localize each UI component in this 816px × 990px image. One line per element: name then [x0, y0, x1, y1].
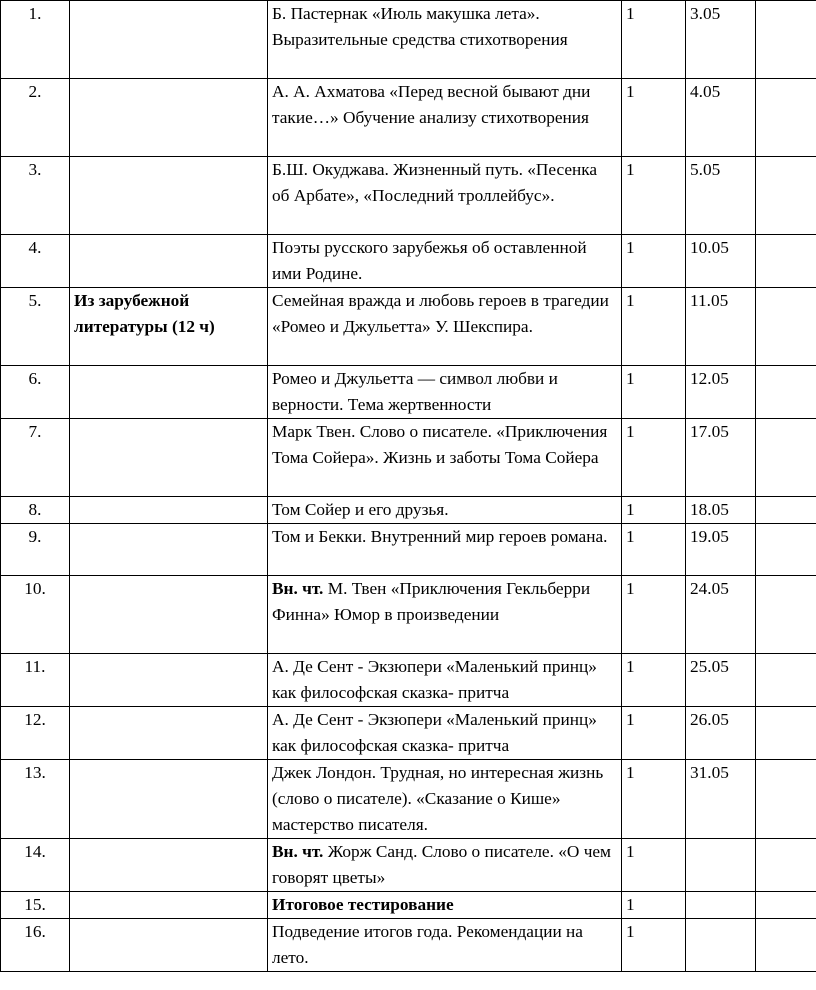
lesson-number: 2.: [1, 79, 70, 157]
table-row: [1, 1, 816, 79]
lesson-date: [686, 839, 756, 892]
lesson-extra-cell: [756, 576, 816, 654]
lesson-topic-text: А. А. Ахматова «Перед весной бывают дни такие…» Обучение анализу стихотворения: [272, 82, 591, 127]
lesson-topic-text: М. Твен «Приключения Гекльберри Финна» Юмор в произведении: [272, 579, 591, 624]
lesson-topic-text: Марк Твен. Слово о писателе. «Приключения Тома Сойера». Жизнь и заботы Тома Сойера: [272, 422, 608, 467]
lesson-number: 15.: [1, 892, 70, 919]
lesson-extra-cell: [756, 235, 816, 288]
lesson-extra-cell: [756, 760, 816, 839]
lesson-topic-lead: Вн. чт.: [272, 579, 324, 598]
lesson-topic-text: Семейная вражда и любовь героев в трагедии «Ромео и Джульетта» У. Шекспира.: [272, 291, 609, 336]
lesson-hours: 1: [622, 235, 686, 288]
lesson-number: 1.: [1, 1, 70, 79]
lesson-topic-text: А. Де Сент - Экзюпери «Маленький принц» как философская сказка- притча: [272, 657, 597, 702]
lesson-number: 6.: [1, 366, 70, 419]
lesson-extra-cell: [756, 892, 816, 919]
lesson-number: 14.: [1, 839, 70, 892]
lesson-topic: [268, 839, 622, 892]
lesson-number: 5.: [1, 288, 70, 366]
table-row: [1, 839, 816, 892]
lesson-hours: 1: [622, 892, 686, 919]
lesson-number: 12.: [1, 707, 70, 760]
lesson-hours: 1: [622, 524, 686, 576]
table-row: [1, 707, 816, 760]
table-row: [1, 524, 816, 576]
lesson-hours: 1: [622, 366, 686, 419]
lesson-extra-cell: [756, 419, 816, 497]
section-title: [70, 497, 268, 524]
lesson-hours: 1: [622, 497, 686, 524]
table-row: [1, 576, 816, 654]
lesson-hours: 1: [622, 419, 686, 497]
lesson-date: 11.05: [686, 288, 756, 366]
table-row: [1, 760, 816, 839]
table-row: [1, 79, 816, 157]
lesson-extra-cell: [756, 1, 816, 79]
lesson-topic: [268, 288, 622, 366]
lesson-hours: 1: [622, 288, 686, 366]
lesson-topic: [268, 419, 622, 497]
section-title: [70, 576, 268, 654]
lesson-hours: 1: [622, 1, 686, 79]
section-title: [70, 839, 268, 892]
lesson-date: 31.05: [686, 760, 756, 839]
lesson-hours: 1: [622, 707, 686, 760]
table-row: [1, 157, 816, 235]
section-title: [70, 892, 268, 919]
lesson-hours: 1: [622, 839, 686, 892]
lesson-topic: [268, 366, 622, 419]
lesson-topic: [268, 235, 622, 288]
section-title: [70, 524, 268, 576]
lesson-date: [686, 919, 756, 972]
lesson-extra-cell: [756, 79, 816, 157]
lesson-topic-text: Ромео и Джульетта — символ любви и верности. Тема жертвенности: [272, 369, 558, 414]
lesson-topic: [268, 919, 622, 972]
lesson-topic: [268, 157, 622, 235]
table-row: [1, 892, 816, 919]
lesson-hours: 1: [622, 760, 686, 839]
lesson-date: 25.05: [686, 654, 756, 707]
lesson-topic: [268, 707, 622, 760]
lesson-extra-cell: [756, 524, 816, 576]
lesson-date: 26.05: [686, 707, 756, 760]
lesson-topic-text: Б.Ш. Окуджава. Жизненный путь. «Песенка об Арбате», «Последний троллейбус».: [272, 160, 598, 205]
lesson-date: 10.05: [686, 235, 756, 288]
section-title: [70, 919, 268, 972]
lesson-topic: [268, 654, 622, 707]
lesson-date: 24.05: [686, 576, 756, 654]
lesson-date: [686, 892, 756, 919]
lesson-number: 13.: [1, 760, 70, 839]
lesson-extra-cell: [756, 707, 816, 760]
lesson-extra-cell: [756, 157, 816, 235]
table-row: [1, 497, 816, 524]
lesson-hours: 1: [622, 576, 686, 654]
lesson-topic-lead: Итоговое тестирование: [272, 895, 454, 914]
lesson-date: 19.05: [686, 524, 756, 576]
lesson-topic: [268, 760, 622, 839]
lesson-extra-cell: [756, 288, 816, 366]
lesson-topic-text: Джек Лондон. Трудная, но интересная жизнь (слово о писателе). «Сказание о Кише» мастерство писателя.: [272, 763, 604, 834]
lesson-extra-cell: [756, 919, 816, 972]
lesson-number: 3.: [1, 157, 70, 235]
table-row: [1, 919, 816, 972]
lesson-date: 18.05: [686, 497, 756, 524]
lesson-date: 17.05: [686, 419, 756, 497]
lesson-topic-text: Том Сойер и его друзья.: [272, 500, 449, 519]
lesson-topic-text: Жорж Санд. Слово о писателе. «О чем говорят цветы»: [272, 842, 611, 887]
section-title: [70, 157, 268, 235]
table-row: [1, 654, 816, 707]
lesson-topic: [268, 892, 622, 919]
table-row: [1, 288, 816, 366]
lesson-date: 5.05: [686, 157, 756, 235]
table-row: [1, 366, 816, 419]
lesson-hours: 1: [622, 79, 686, 157]
section-title: [70, 235, 268, 288]
section-title: [70, 760, 268, 839]
lesson-topic: [268, 497, 622, 524]
lesson-extra-cell: [756, 366, 816, 419]
lesson-date: 3.05: [686, 1, 756, 79]
lesson-topic: [268, 79, 622, 157]
lesson-topic-text: А. Де Сент - Экзюпери «Маленький принц» как философская сказка- притча: [272, 710, 597, 755]
section-title: [70, 1, 268, 79]
lesson-topic-text: Поэты русского зарубежья об оставленной ими Родине.: [272, 238, 587, 283]
lesson-extra-cell: [756, 654, 816, 707]
lesson-extra-cell: [756, 497, 816, 524]
lesson-hours: 1: [622, 157, 686, 235]
lesson-date: 4.05: [686, 79, 756, 157]
lesson-extra-cell: [756, 839, 816, 892]
lesson-topic-text: Том и Бекки. Внутренний мир героев романа.: [272, 527, 608, 546]
section-title: [70, 419, 268, 497]
section-title: [70, 654, 268, 707]
lesson-number: 4.: [1, 235, 70, 288]
lesson-topic-text: Б. Пастернак «Июль макушка лета». Выразительные средства стихотворения: [272, 4, 568, 49]
lesson-topic-lead: Вн. чт.: [272, 842, 324, 861]
lesson-number: 16.: [1, 919, 70, 972]
lesson-topic-text: Подведение итогов года. Рекомендации на лето.: [272, 922, 583, 967]
lesson-number: 8.: [1, 497, 70, 524]
lesson-hours: 1: [622, 654, 686, 707]
lesson-hours: 1: [622, 919, 686, 972]
section-title: [70, 366, 268, 419]
lesson-topic: [268, 524, 622, 576]
lesson-number: 11.: [1, 654, 70, 707]
section-title: [70, 79, 268, 157]
table-row: [1, 235, 816, 288]
lesson-topic: [268, 576, 622, 654]
lesson-date: 12.05: [686, 366, 756, 419]
lesson-number: 9.: [1, 524, 70, 576]
lesson-plan-body: [1, 1, 816, 972]
table-row: [1, 419, 816, 497]
section-title: [70, 707, 268, 760]
section-title: Из зарубежной литературы (12 ч): [70, 288, 268, 366]
lesson-topic: [268, 1, 622, 79]
lesson-number: 7.: [1, 419, 70, 497]
lesson-number: 10.: [1, 576, 70, 654]
